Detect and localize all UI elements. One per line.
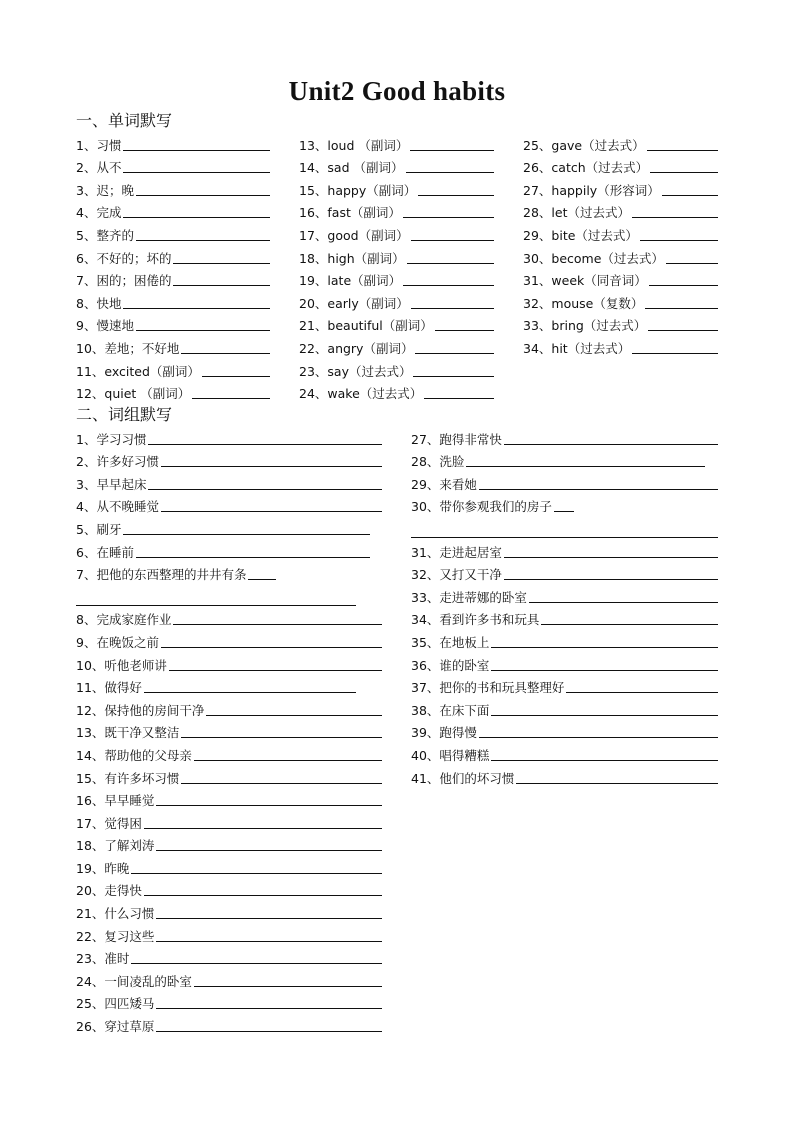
exercise-item bbox=[523, 289, 718, 312]
item-label: 33、bring（过去式） bbox=[523, 318, 647, 334]
phrase-column-right bbox=[411, 425, 718, 787]
item-label: 18、了解刘涛 bbox=[76, 838, 155, 854]
exercise-item bbox=[411, 583, 718, 606]
exercise-item bbox=[523, 334, 718, 357]
answer-blank[interactable] bbox=[156, 941, 382, 942]
exercise-item bbox=[411, 719, 718, 742]
item-label: 35、在地板上 bbox=[411, 634, 490, 650]
exercise-item bbox=[299, 380, 494, 403]
exercise-item bbox=[76, 764, 382, 787]
item-label: 6、在睡前 bbox=[76, 544, 134, 560]
item-label: 30、带你参观我们的房子 bbox=[411, 499, 552, 515]
exercise-item bbox=[299, 244, 494, 267]
item-label: 21、什么习惯 bbox=[76, 906, 155, 922]
exercise-item bbox=[76, 628, 382, 651]
answer-blank[interactable] bbox=[504, 444, 718, 445]
exercise-item bbox=[76, 967, 382, 990]
answer-blank[interactable] bbox=[173, 624, 382, 625]
answer-blank[interactable] bbox=[76, 583, 356, 606]
item-label: 16、fast（副词） bbox=[299, 205, 401, 221]
exercise-item bbox=[523, 244, 718, 267]
exercise-item bbox=[523, 131, 718, 154]
answer-blank[interactable] bbox=[181, 737, 382, 738]
answer-blank[interactable] bbox=[123, 534, 370, 535]
item-label: 8、完成家庭作业 bbox=[76, 612, 172, 628]
answer-blank[interactable] bbox=[418, 195, 494, 196]
answer-blank[interactable] bbox=[411, 308, 494, 309]
answer-blank[interactable] bbox=[194, 760, 382, 761]
exercise-item bbox=[76, 990, 382, 1013]
item-label: 1、学习习惯 bbox=[76, 431, 147, 447]
answer-blank[interactable] bbox=[479, 737, 718, 738]
item-label: 26、catch（过去式） bbox=[523, 160, 649, 176]
exercise-item bbox=[76, 470, 382, 493]
answer-blank[interactable] bbox=[466, 466, 705, 467]
answer-blank[interactable] bbox=[662, 195, 718, 196]
item-label: 10、听他老师讲 bbox=[76, 657, 167, 673]
exercise-item bbox=[76, 448, 382, 471]
answer-blank[interactable] bbox=[649, 285, 718, 286]
exercise-item bbox=[299, 267, 494, 290]
exercise-item bbox=[411, 764, 718, 787]
answer-blank[interactable] bbox=[123, 308, 270, 309]
answer-blank[interactable] bbox=[529, 602, 718, 603]
item-label: 12、quiet （副词） bbox=[76, 386, 191, 402]
answer-blank[interactable] bbox=[156, 1008, 382, 1009]
answer-blank[interactable] bbox=[248, 579, 276, 580]
exercise-item bbox=[299, 312, 494, 335]
exercise-item bbox=[76, 176, 270, 199]
answer-blank[interactable] bbox=[136, 557, 370, 558]
item-label: 24、wake（过去式） bbox=[299, 386, 423, 402]
exercise-item bbox=[299, 154, 494, 177]
answer-blank[interactable] bbox=[504, 579, 718, 580]
exercise-item bbox=[76, 154, 270, 177]
exercise-item bbox=[76, 922, 382, 945]
item-label: 33、走进蒂娜的卧室 bbox=[411, 589, 527, 605]
answer-blank[interactable] bbox=[156, 1031, 382, 1032]
answer-blank[interactable] bbox=[169, 670, 382, 671]
item-label: 14、帮助他的父母亲 bbox=[76, 747, 192, 763]
answer-blank[interactable] bbox=[156, 805, 382, 806]
answer-blank[interactable] bbox=[131, 963, 382, 964]
item-label: 11、excited（副词） bbox=[76, 363, 200, 379]
section-1-heading: 一、单词默写 bbox=[76, 111, 173, 130]
exercise-item bbox=[523, 312, 718, 335]
item-label: 34、看到许多书和玩具 bbox=[411, 612, 540, 628]
vocab-column-2 bbox=[299, 131, 494, 402]
exercise-item bbox=[76, 674, 356, 697]
exercise-item bbox=[299, 289, 494, 312]
item-label: 2、许多好习惯 bbox=[76, 454, 159, 470]
answer-blank[interactable] bbox=[411, 240, 494, 241]
item-label: 27、跑得非常快 bbox=[411, 431, 502, 447]
exercise-item bbox=[76, 334, 270, 357]
answer-blank[interactable] bbox=[666, 263, 718, 264]
answer-blank[interactable] bbox=[407, 263, 494, 264]
exercise-item bbox=[76, 221, 270, 244]
item-label: 6、不好的；坏的 bbox=[76, 250, 172, 266]
exercise-item bbox=[411, 696, 718, 719]
item-label: 5、整齐的 bbox=[76, 227, 134, 243]
phrase-column-left bbox=[76, 425, 382, 1035]
exercise-item bbox=[299, 357, 494, 380]
exercise-item bbox=[76, 832, 382, 855]
answer-blank[interactable] bbox=[491, 715, 718, 716]
vocab-column-3 bbox=[523, 131, 718, 357]
answer-blank[interactable] bbox=[479, 489, 718, 490]
item-label: 32、mouse（复数） bbox=[523, 295, 644, 311]
exercise-item bbox=[76, 244, 270, 267]
answer-blank[interactable] bbox=[645, 308, 718, 309]
exercise-item bbox=[523, 199, 718, 222]
exercise-item bbox=[76, 199, 270, 222]
item-label: 1、习惯 bbox=[76, 137, 122, 153]
item-label: 23、准时 bbox=[76, 951, 130, 967]
exercise-item bbox=[76, 267, 270, 290]
answer-blank[interactable] bbox=[632, 217, 718, 218]
item-label: 16、早早睡觉 bbox=[76, 793, 155, 809]
answer-blank[interactable] bbox=[202, 376, 270, 377]
item-label: 21、beautiful（副词） bbox=[299, 318, 433, 334]
exercise-item bbox=[299, 131, 494, 154]
item-label: 41、他们的坏习惯 bbox=[411, 770, 515, 786]
exercise-item bbox=[76, 854, 382, 877]
item-label: 40、唱得糟糕 bbox=[411, 747, 490, 763]
item-label: 4、从不晚睡觉 bbox=[76, 499, 159, 515]
item-label: 14、sad （副词） bbox=[299, 160, 404, 176]
answer-blank[interactable] bbox=[403, 285, 494, 286]
exercise-item bbox=[76, 741, 382, 764]
item-label: 7、困的；困倦的 bbox=[76, 273, 172, 289]
answer-blank[interactable] bbox=[156, 850, 382, 851]
item-label: 28、洗脸 bbox=[411, 454, 465, 470]
item-label: 15、有许多坏习惯 bbox=[76, 770, 180, 786]
exercise-item bbox=[411, 628, 718, 651]
exercise-item bbox=[76, 719, 382, 742]
exercise-item bbox=[76, 425, 382, 448]
item-label: 24、一间凌乱的卧室 bbox=[76, 973, 192, 989]
answer-blank[interactable] bbox=[161, 466, 382, 467]
item-label: 3、早早起床 bbox=[76, 476, 147, 492]
exercise-item bbox=[76, 538, 370, 561]
item-label: 39、跑得慢 bbox=[411, 725, 477, 741]
answer-blank[interactable] bbox=[206, 715, 382, 716]
item-label: 17、good（副词） bbox=[299, 227, 409, 243]
exercise-item bbox=[76, 809, 382, 832]
exercise-item bbox=[76, 493, 382, 516]
answer-blank[interactable] bbox=[491, 760, 718, 761]
answer-blank[interactable] bbox=[647, 150, 718, 151]
item-label: 23、say（过去式） bbox=[299, 363, 412, 379]
answer-blank[interactable] bbox=[181, 783, 382, 784]
answer-blank[interactable] bbox=[181, 353, 270, 354]
item-label: 20、early（副词） bbox=[299, 295, 409, 311]
exercise-item bbox=[76, 606, 382, 629]
exercise-item bbox=[411, 470, 718, 493]
exercise-item bbox=[411, 538, 718, 561]
answer-blank[interactable] bbox=[144, 692, 356, 693]
answer-blank[interactable] bbox=[148, 444, 382, 445]
item-label: 17、觉得困 bbox=[76, 815, 142, 831]
item-label: 30、become（过去式） bbox=[523, 250, 664, 266]
answer-blank[interactable] bbox=[491, 647, 718, 648]
exercise-item bbox=[411, 741, 718, 764]
answer-blank[interactable] bbox=[136, 195, 270, 196]
exercise-item bbox=[411, 448, 705, 471]
exercise-item bbox=[411, 606, 718, 629]
answer-blank[interactable] bbox=[413, 376, 494, 377]
item-label: 29、来看她 bbox=[411, 476, 477, 492]
item-label: 19、昨晚 bbox=[76, 860, 130, 876]
exercise-item bbox=[411, 674, 718, 697]
item-label: 13、既干净又整洁 bbox=[76, 725, 180, 741]
answer-blank[interactable] bbox=[136, 330, 270, 331]
answer-blank[interactable] bbox=[144, 828, 382, 829]
answer-blank[interactable] bbox=[123, 217, 270, 218]
item-label: 27、happily（形容词） bbox=[523, 182, 660, 198]
answer-blank[interactable] bbox=[123, 172, 270, 173]
exercise-item bbox=[76, 651, 382, 674]
exercise-item bbox=[411, 561, 718, 584]
item-label: 25、四匹矮马 bbox=[76, 996, 155, 1012]
item-label: 37、把你的书和玩具整理好 bbox=[411, 680, 565, 696]
item-label: 8、快地 bbox=[76, 295, 122, 311]
item-label: 28、let（过去式） bbox=[523, 205, 630, 221]
answer-blank[interactable] bbox=[148, 489, 382, 490]
answer-blank[interactable] bbox=[403, 217, 494, 218]
answer-blank[interactable] bbox=[424, 398, 494, 399]
answer-blank[interactable] bbox=[173, 285, 270, 286]
item-label: 13、loud （副词） bbox=[299, 137, 409, 153]
answer-blank[interactable] bbox=[632, 353, 718, 354]
item-label: 10、差地；不好地 bbox=[76, 340, 180, 356]
answer-blank[interactable] bbox=[541, 624, 718, 625]
exercise-item bbox=[76, 131, 270, 154]
answer-blank[interactable] bbox=[156, 918, 382, 919]
item-label: 20、走得快 bbox=[76, 883, 142, 899]
item-label: 19、late（副词） bbox=[299, 273, 402, 289]
item-label: 9、在晚饭之前 bbox=[76, 634, 159, 650]
item-label: 38、在床下面 bbox=[411, 702, 490, 718]
answer-blank[interactable] bbox=[123, 150, 270, 151]
exercise-item bbox=[299, 221, 494, 244]
answer-blank[interactable] bbox=[131, 873, 382, 874]
answer-blank[interactable] bbox=[161, 511, 382, 512]
exercise-item bbox=[76, 561, 276, 584]
answer-blank[interactable] bbox=[504, 557, 718, 558]
item-label: 29、bite（过去式） bbox=[523, 227, 638, 243]
item-label: 18、high（副词） bbox=[299, 250, 405, 266]
exercise-item bbox=[523, 221, 718, 244]
item-label: 11、做得好 bbox=[76, 680, 142, 696]
vocab-column-1 bbox=[76, 131, 270, 402]
exercise-item bbox=[523, 267, 718, 290]
exercise-item bbox=[299, 334, 494, 357]
item-label: 3、迟；晚 bbox=[76, 182, 134, 198]
exercise-item bbox=[411, 651, 718, 674]
answer-blank[interactable] bbox=[435, 330, 494, 331]
answer-blank[interactable] bbox=[411, 515, 718, 538]
exercise-item bbox=[76, 696, 382, 719]
answer-blank[interactable] bbox=[566, 692, 718, 693]
item-label: 26、穿过草原 bbox=[76, 1019, 155, 1035]
item-label: 5、刷牙 bbox=[76, 521, 122, 537]
exercise-item bbox=[411, 425, 718, 448]
exercise-item bbox=[523, 176, 718, 199]
answer-blank[interactable] bbox=[491, 670, 718, 671]
item-label: 31、走进起居室 bbox=[411, 544, 502, 560]
item-label: 31、week（同音词） bbox=[523, 273, 647, 289]
exercise-item bbox=[76, 312, 270, 335]
exercise-item bbox=[76, 357, 270, 380]
exercise-item bbox=[76, 380, 270, 403]
exercise-item bbox=[523, 154, 718, 177]
exercise-item bbox=[76, 1012, 382, 1035]
exercise-item bbox=[76, 787, 382, 810]
exercise-item bbox=[299, 199, 494, 222]
item-label: 15、happy（副词） bbox=[299, 182, 417, 198]
answer-blank[interactable] bbox=[640, 240, 718, 241]
answer-blank[interactable] bbox=[192, 398, 270, 399]
item-label: 4、完成 bbox=[76, 205, 122, 221]
exercise-item bbox=[76, 899, 382, 922]
answer-blank[interactable] bbox=[648, 330, 718, 331]
answer-blank[interactable] bbox=[161, 647, 382, 648]
exercise-item bbox=[76, 289, 270, 312]
exercise-item bbox=[411, 493, 571, 516]
exercise-item bbox=[299, 176, 494, 199]
answer-blank[interactable] bbox=[194, 986, 382, 987]
page-title: Unit2 Good habits bbox=[288, 76, 506, 106]
answer-blank[interactable] bbox=[136, 240, 270, 241]
answer-blank[interactable] bbox=[415, 353, 494, 354]
answer-blank[interactable] bbox=[650, 172, 718, 173]
item-label: 2、从不 bbox=[76, 160, 122, 176]
item-label: 32、又打又干净 bbox=[411, 567, 502, 583]
item-label: 34、hit（过去式） bbox=[523, 340, 631, 356]
item-label: 25、gave（过去式） bbox=[523, 137, 645, 153]
answer-blank[interactable] bbox=[406, 172, 495, 173]
exercise-item bbox=[76, 877, 382, 900]
answer-blank[interactable] bbox=[144, 895, 382, 896]
item-label: 7、把他的东西整理的井井有条 bbox=[76, 567, 247, 583]
item-label: 22、复习这些 bbox=[76, 928, 155, 944]
item-label: 22、angry（副词） bbox=[299, 340, 414, 356]
exercise-item bbox=[76, 945, 382, 968]
item-label: 9、慢速地 bbox=[76, 318, 134, 334]
answer-blank[interactable] bbox=[173, 263, 270, 264]
item-label: 36、谁的卧室 bbox=[411, 657, 490, 673]
section-2-heading: 二、词组默写 bbox=[76, 405, 173, 424]
answer-blank[interactable] bbox=[410, 150, 494, 151]
item-label: 12、保持他的房间干净 bbox=[76, 702, 205, 718]
answer-blank[interactable] bbox=[516, 783, 718, 784]
answer-blank[interactable] bbox=[554, 511, 574, 512]
exercise-item bbox=[76, 515, 370, 538]
